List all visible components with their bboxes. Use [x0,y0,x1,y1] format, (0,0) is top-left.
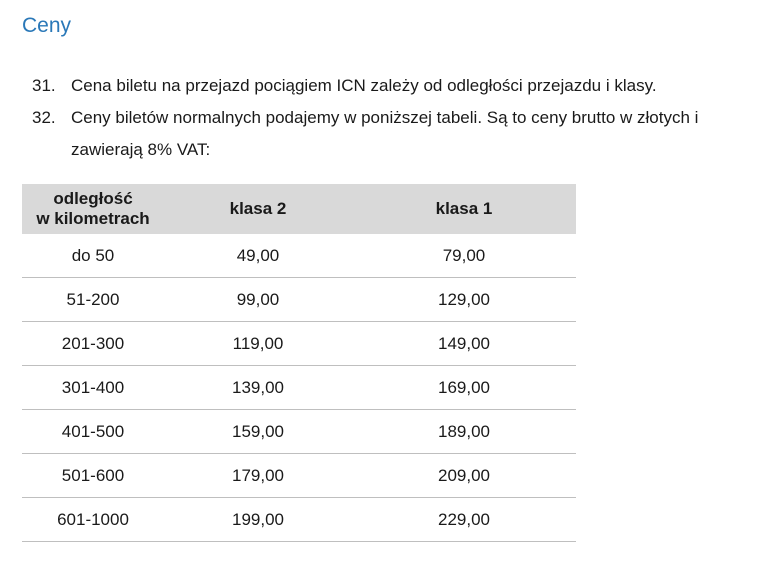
point-number: 32. [32,108,56,127]
cell-distance: 401-500 [22,410,164,454]
cell-distance: 501-600 [22,454,164,498]
cell-class-1-price: 169,00 [352,366,576,410]
table-row [22,410,576,454]
cell-class-1-price: 189,00 [352,410,576,454]
table-row [22,366,576,410]
header-class-1: klasa 1 [352,184,576,234]
cell-distance: 51-200 [22,278,164,322]
cell-class-2-price: 179,00 [164,454,352,498]
table-row [22,454,576,498]
header-distance-line1: odległość [53,189,133,208]
point-31 [32,70,762,102]
header-distance [22,184,164,234]
cell-class-1-price: 149,00 [352,322,576,366]
cell-class-1-price: 79,00 [352,234,576,278]
header-class-2: klasa 2 [164,184,352,234]
header-distance-line2: w kilometrach [36,209,150,228]
cell-class-2-price: 139,00 [164,366,352,410]
point-number: 31. [32,76,56,95]
cell-class-1-price: 229,00 [352,498,576,542]
point-text: Ceny biletów normalnych podajemy w poniższej tabeli. Są to ceny brutto w złotych i zawierają 8% VAT: [71,108,699,159]
cell-class-2-price: 99,00 [164,278,352,322]
cell-class-2-price: 159,00 [164,410,352,454]
table-row [22,278,576,322]
cell-class-1-price: 209,00 [352,454,576,498]
cell-class-2-price: 49,00 [164,234,352,278]
point-text: Cena biletu na przejazd pociągiem ICN zależy od odległości przejazdu i klasy. [71,76,657,95]
cell-class-2-price: 119,00 [164,322,352,366]
cell-distance: 301-400 [22,366,164,410]
section-heading: Ceny [22,14,72,37]
table-row [22,498,576,542]
cell-distance: 601-1000 [22,498,164,542]
cell-class-2-price: 199,00 [164,498,352,542]
table-row [22,234,576,278]
numbered-points [32,70,762,166]
table-row [22,322,576,366]
price-table [22,184,576,542]
table-header-row [22,184,576,234]
cell-distance: do 50 [22,234,164,278]
cell-class-1-price: 129,00 [352,278,576,322]
point-32 [32,102,762,166]
cell-distance: 201-300 [22,322,164,366]
